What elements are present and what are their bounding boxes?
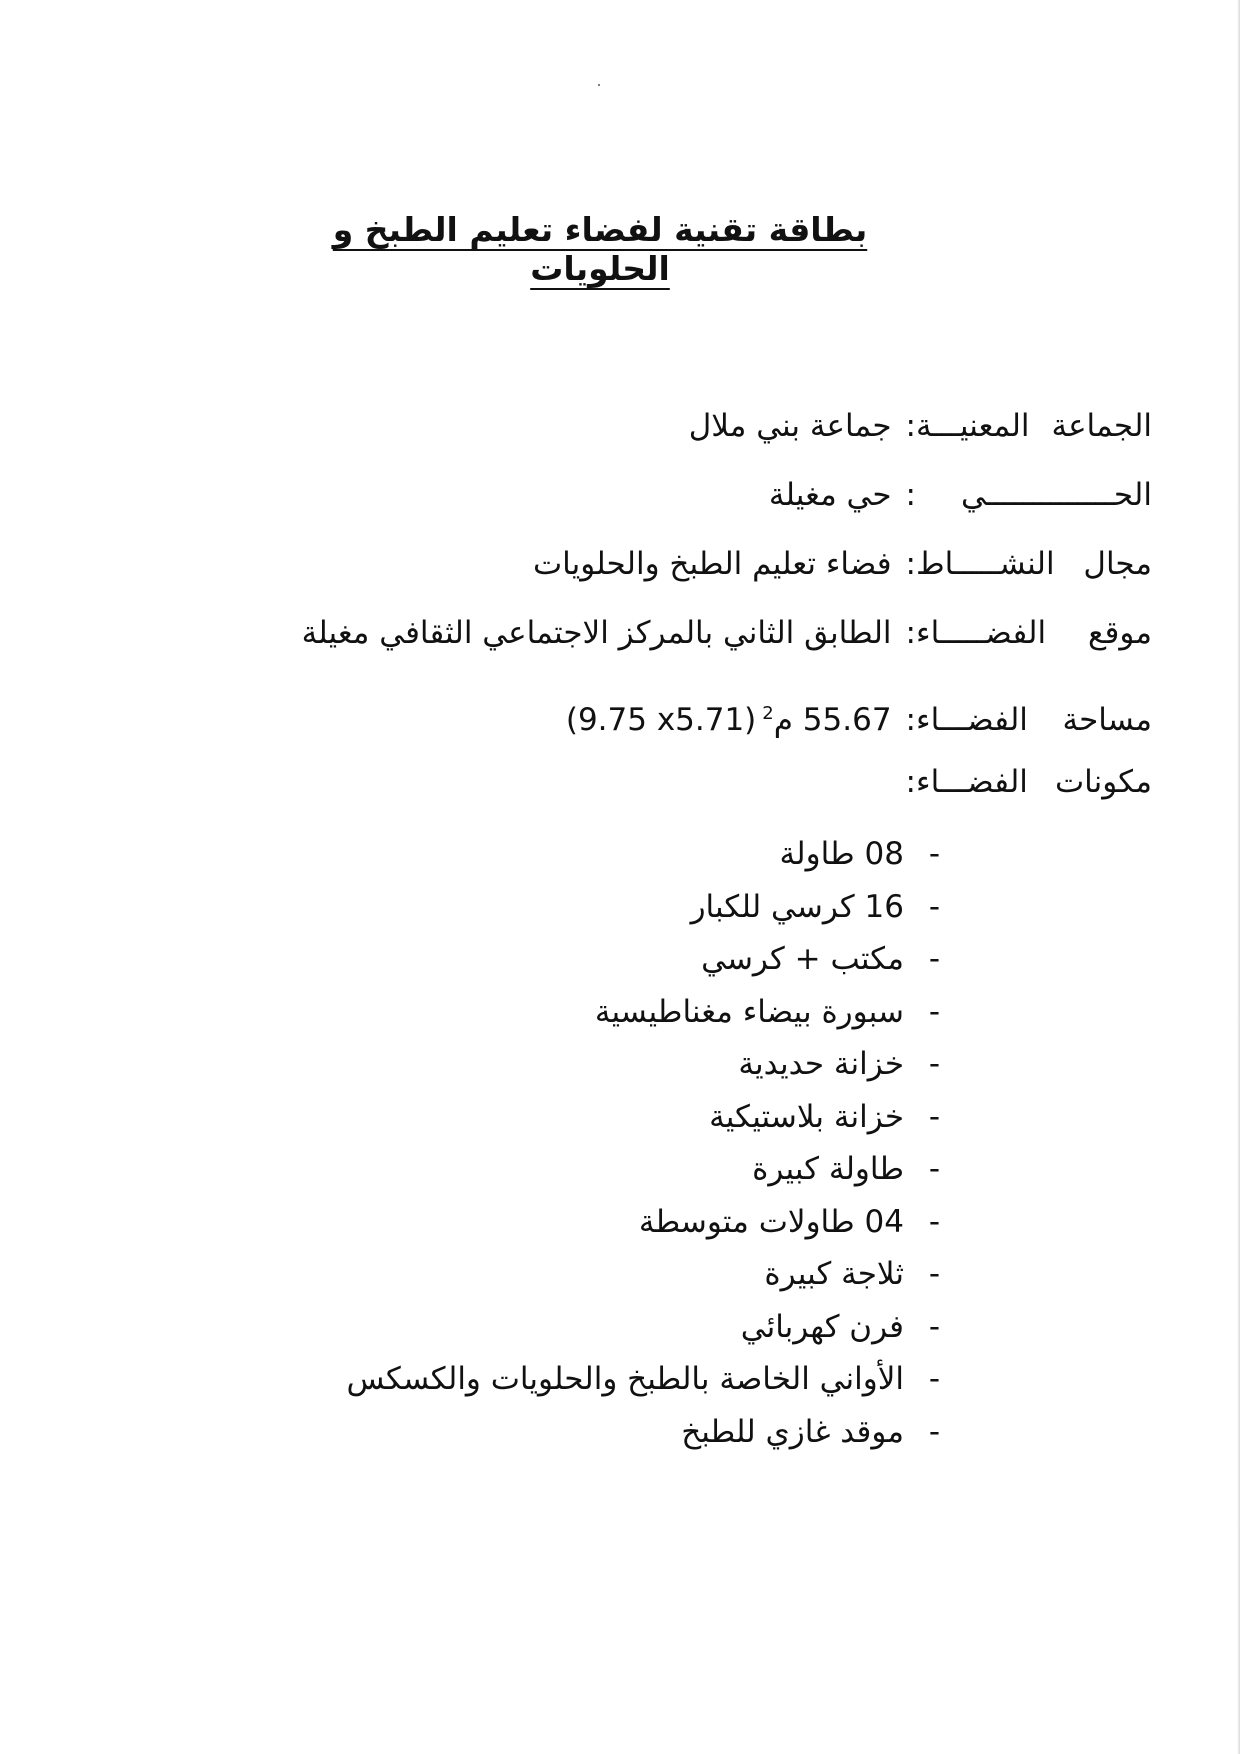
field-label: الحــــــــــــــي	[960, 477, 1152, 513]
list-item-text: سبورة بيضاء مغناطيسية	[594, 993, 904, 1030]
field-colon: :	[905, 477, 916, 513]
list-item-text: مكتب + كرسي	[701, 941, 904, 977]
list-item-text: خزانة حديدية	[738, 1046, 904, 1082]
area-label: مساحة الفضـــاء	[916, 702, 1152, 739]
field-colon: :	[905, 615, 916, 651]
document-title: بطاقة تقنية لفضاء تعليم الطبخ و الحلويات	[332, 210, 868, 288]
scan-speck	[598, 84, 600, 86]
bullet-dash: -	[928, 1098, 940, 1135]
bullet-dash: -	[928, 941, 940, 977]
list-item-text: الأواني الخاصة بالطبخ والحلويات والكسكس	[346, 1361, 904, 1397]
field-label: مجال النشـــــاط	[916, 546, 1152, 582]
components-heading	[906, 760, 1152, 804]
bullet-dash: -	[928, 1203, 940, 1240]
list-item	[346, 1305, 940, 1358]
bullet-dash: -	[928, 1046, 940, 1082]
bullet-dash: -	[928, 888, 940, 925]
list-item	[346, 937, 940, 990]
field-district	[192, 473, 1152, 542]
bullet-dash: -	[928, 1361, 940, 1397]
area-unit: م$^2$	[762, 702, 793, 739]
list-item-text: 08 طاولة	[779, 836, 904, 872]
bullet-dash: -	[928, 1308, 940, 1345]
bullet-dash: -	[928, 836, 940, 872]
field-value: حي مغيلة	[768, 477, 892, 513]
list-item-text: موقد غازي للطبخ	[681, 1413, 904, 1450]
field-colon: :	[905, 408, 916, 444]
components-colon: :	[905, 764, 916, 800]
bullet-dash: -	[928, 1151, 940, 1187]
list-item-text: ثلاجة كبيرة	[764, 1256, 904, 1292]
field-activity	[192, 542, 1152, 611]
bullet-dash: -	[928, 1413, 940, 1450]
list-item	[346, 1147, 940, 1200]
list-item-text: 16 كرسي للكبار	[690, 888, 904, 925]
area-dimensions: (9.75 x5.71)	[565, 702, 757, 739]
field-value: جماعة بني ملال	[688, 408, 892, 444]
bullet-dash: -	[928, 993, 940, 1030]
field-commune	[192, 404, 1152, 473]
list-item	[346, 1252, 940, 1305]
list-item	[346, 1042, 940, 1095]
field-value: الطابق الثاني بالمركز الاجتماعي الثقافي مغيلة	[301, 615, 892, 651]
area-colon: :	[905, 702, 916, 739]
list-item	[346, 1410, 940, 1463]
list-item	[346, 990, 940, 1043]
components-label: مكونات الفضـــاء	[916, 764, 1152, 800]
field-value: فضاء تعليم الطبخ والحلويات	[533, 546, 892, 582]
list-item	[346, 885, 940, 938]
list-item	[346, 1095, 940, 1148]
list-item-text: فرن كهربائي	[740, 1308, 904, 1345]
list-item	[346, 1200, 940, 1253]
field-colon: :	[905, 546, 916, 582]
field-label: الجماعة المعنيـــة	[916, 408, 1152, 444]
info-fields	[192, 404, 1152, 680]
list-item-text: خزانة بلاستيكية	[709, 1098, 904, 1135]
bullet-dash: -	[928, 1256, 940, 1292]
field-area	[566, 692, 1152, 742]
list-item	[346, 832, 940, 885]
list-item	[346, 1357, 940, 1410]
area-value: 55.67	[802, 702, 892, 739]
components-list	[346, 832, 940, 1462]
list-item-text: 04 طاولات متوسطة	[638, 1203, 904, 1240]
field-label: موقع الفضـــــاء	[916, 615, 1152, 651]
field-location	[192, 611, 1152, 680]
area-exponent: 2	[762, 703, 774, 724]
list-item-text: طاولة كبيرة	[752, 1151, 904, 1187]
